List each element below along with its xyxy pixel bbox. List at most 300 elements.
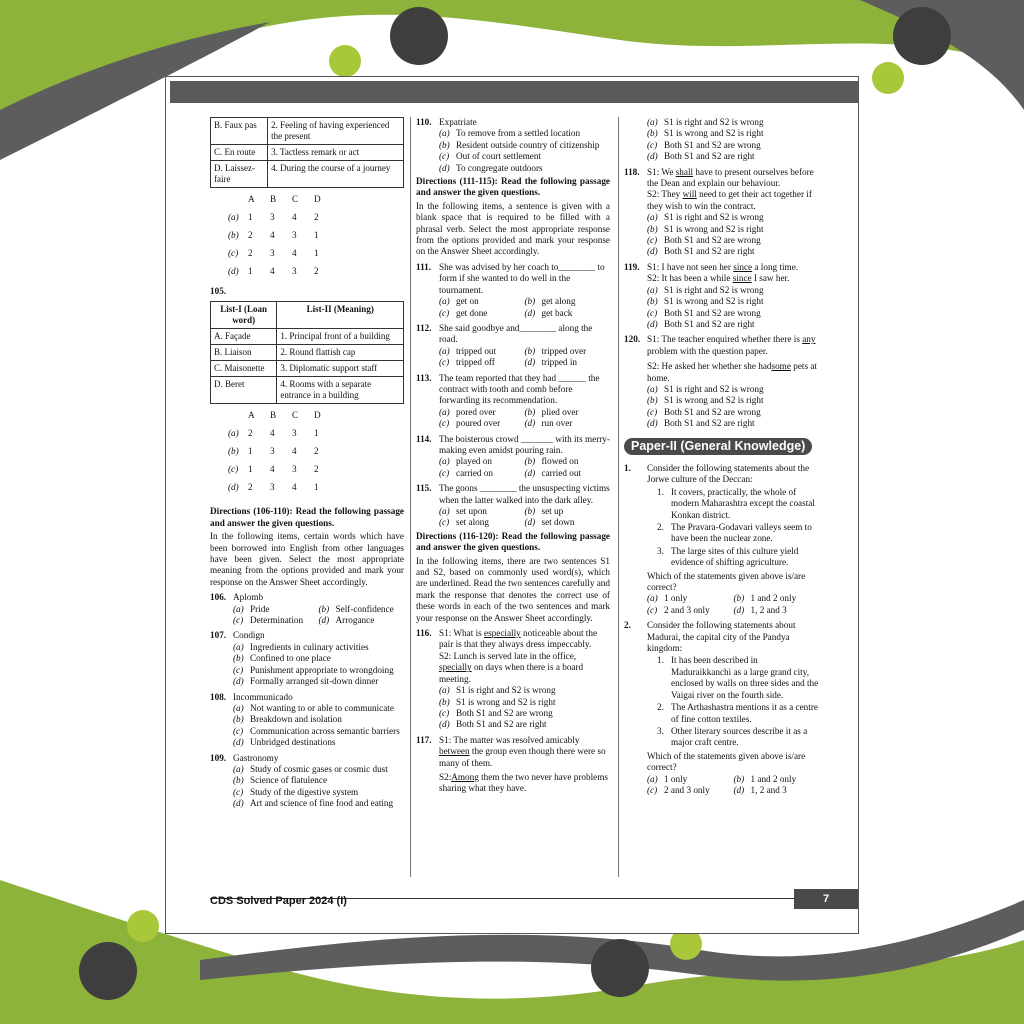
option-label: (b) — [439, 139, 450, 150]
option-label: (d) — [647, 318, 658, 329]
option-label: (c) — [647, 604, 658, 615]
code-value: 1 — [314, 230, 319, 240]
option-text: Art and science of fine food and eating — [250, 798, 394, 809]
code-value: 1 — [314, 428, 319, 439]
options — [416, 456, 610, 479]
option-text: Arrogance — [335, 615, 375, 626]
option-label: (c) — [647, 406, 658, 417]
table-cell: 2. Feeling of having experienced the present — [268, 118, 404, 145]
option-label: (d) — [647, 246, 658, 257]
question-text — [439, 628, 610, 685]
option-label: (c) — [233, 786, 244, 797]
code-value: 3 — [270, 446, 275, 457]
code-value: 2 — [314, 446, 319, 457]
option — [624, 117, 820, 128]
option — [416, 685, 610, 696]
question-number: 114. — [416, 433, 432, 444]
statement — [624, 546, 820, 569]
option-label: (a) — [439, 685, 450, 696]
option-label: (c) — [647, 307, 658, 318]
options — [416, 296, 610, 319]
option-text: 1 and 2 only — [750, 593, 797, 604]
code-value: 2 — [314, 212, 319, 222]
option-label: (c) — [439, 517, 450, 528]
option — [210, 775, 404, 786]
option-label: (c) — [439, 707, 450, 718]
option-label: (a) — [439, 128, 450, 139]
option — [210, 653, 404, 664]
option — [416, 697, 610, 708]
question-number: 109. — [210, 752, 227, 763]
statement-number: 2. — [657, 522, 664, 532]
statement — [624, 487, 820, 521]
option — [210, 726, 404, 737]
option-label: (a) — [647, 383, 658, 394]
option-text: Both S1 and S2 are wrong — [664, 235, 761, 246]
statement-text: It has been described in Maduraikkanchi as a large grand city, enclosed by walls on three sides and the Vaigai river on the fourth side. — [671, 655, 819, 700]
option-text: 1 only — [664, 593, 688, 604]
statement-text: The Arthashastra mentions it as a centre of fine cotton textiles. — [671, 702, 818, 724]
statement — [624, 702, 820, 725]
option-label: (c) — [228, 464, 239, 475]
code-value: 4 — [270, 230, 275, 240]
sentence-part: S2: Lunch is served late in the office, — [439, 650, 577, 661]
table-cell: D. Beret — [211, 377, 277, 404]
sentence-part: S1: We — [647, 166, 676, 177]
option-label: (a) — [647, 593, 658, 604]
question-text: Condign — [233, 630, 265, 641]
code-value: 4 — [270, 428, 275, 439]
statement-number: 3. — [657, 545, 664, 556]
directions-heading: Directions (116-120): Read the following passage and answer the given questions. — [416, 530, 610, 553]
code-head: D — [314, 410, 321, 421]
option-label: (a) — [647, 117, 658, 127]
option — [624, 285, 820, 296]
option — [624, 296, 820, 307]
option-text: To remove from a settled location — [456, 128, 581, 139]
question-prompt: Which of the statements given above is/are correct? — [647, 750, 806, 773]
table-cell: 1. Principal front of a building — [277, 329, 404, 345]
options — [624, 593, 820, 616]
option-label: (a) — [647, 773, 658, 784]
question-number: 106. — [210, 592, 227, 603]
option-label: (a) — [439, 296, 450, 307]
option-text: S1 is wrong and S2 is right — [664, 223, 764, 234]
option-text: get back — [541, 307, 573, 318]
option-label: (b) — [647, 395, 658, 406]
code-value: 3 — [292, 464, 297, 475]
code-value: 1 — [248, 266, 253, 276]
option-label: (c) — [647, 784, 658, 795]
option — [416, 128, 610, 139]
question-number: 108. — [210, 691, 227, 702]
table-cell: 3. Tactless remark or act — [268, 145, 404, 161]
option-text: S1 is right and S2 is wrong — [664, 117, 764, 127]
option-label: (d) — [647, 418, 658, 429]
table-cell: B. Liaison — [211, 345, 277, 361]
directions-heading: Directions (106-110): Read the following passage and answer the given questions. — [210, 506, 404, 528]
option-label: (b) — [733, 773, 745, 784]
option-label: (d) — [439, 162, 450, 173]
page-number: 7 — [794, 889, 858, 909]
option-text: S1 is wrong and S2 is right — [456, 696, 556, 707]
question-text: Consider the following statements about the Jorwe culture of the Deccan: — [647, 462, 810, 485]
sentence-part: need to get their act together if they wish to win the contract. — [647, 189, 812, 211]
question-text — [647, 262, 820, 285]
option — [210, 676, 404, 687]
option-label: (a) — [439, 506, 450, 516]
underlined-word: Among — [451, 771, 479, 782]
option-text: Formally arranged sit-down dinner — [250, 676, 379, 687]
option-label: (a) — [233, 603, 244, 614]
option-text: S1 is right and S2 is wrong — [664, 383, 764, 394]
question — [624, 262, 820, 285]
question-text — [647, 334, 820, 384]
question-text: The goons ________ the unsuspecting victims when the latter walked into the dark alley. — [439, 483, 610, 505]
option-label: (b) — [233, 775, 244, 786]
option-text: carried on — [456, 467, 493, 478]
option-label: (b) — [524, 406, 536, 417]
table-cell: 3. Diplomatic support staff — [277, 361, 404, 377]
code-value: 4 — [292, 212, 297, 222]
question — [210, 753, 404, 764]
code-value: 4 — [270, 464, 275, 475]
option-text: set up — [541, 506, 564, 516]
question-number: 113. — [416, 372, 432, 383]
option-text: Unbridged destinations — [250, 737, 336, 748]
answer-code-grid — [228, 410, 404, 500]
statement-text: It covers, practically, the whole of modern Maharashtra except the coastal Konkan district. — [671, 486, 815, 520]
question — [416, 262, 610, 296]
option-text: S1 is right and S2 is wrong — [664, 212, 764, 223]
option-label: (d) — [733, 784, 745, 795]
code-value: 3 — [270, 212, 275, 222]
option-label: (a) — [439, 406, 450, 417]
option-label: (d) — [733, 604, 745, 615]
option-text: 1, 2 and 3 — [750, 784, 787, 795]
option — [210, 642, 404, 653]
column-3 — [624, 117, 820, 796]
question-number: 107. — [210, 630, 227, 641]
question-text — [439, 735, 610, 795]
option-text: carried out — [541, 467, 582, 478]
option-text: get on — [456, 296, 479, 307]
option-label: (c) — [233, 664, 244, 675]
question-text — [647, 167, 820, 213]
sentence-part: have to present ourselves before the Dean and explain our behaviour. — [647, 166, 814, 189]
option-text: Both S1 and S2 are wrong — [664, 307, 761, 318]
table-cell: B. Faux pas — [211, 118, 268, 145]
option — [624, 128, 820, 139]
option-label: (b) — [318, 603, 330, 614]
option-label: (d) — [524, 418, 536, 429]
option-text: Both S1 and S2 are right — [664, 318, 755, 329]
option-text: set down — [541, 517, 575, 528]
option-text: Determination — [250, 615, 304, 626]
sentence-part: S1: The teacher enquired whether there is — [647, 334, 803, 345]
code-value: 1 — [314, 482, 319, 493]
match-table-104 — [210, 117, 404, 188]
option-label: (d) — [233, 798, 244, 809]
question-text: Gastronomy — [233, 752, 279, 763]
option — [416, 151, 610, 162]
sentence-part: S2: It has been a while — [647, 273, 733, 284]
question-prompt: Which of the statements given above is/are correct? — [647, 570, 806, 593]
option-text: Science of flatulence — [250, 775, 328, 786]
option-label: (d) — [233, 676, 244, 687]
question-number: 110. — [416, 117, 432, 127]
option-label: (c) — [233, 725, 244, 736]
underlined-word: specially — [439, 662, 472, 673]
sentence-part: the group even though there were so many of them. — [439, 746, 606, 768]
question — [624, 334, 820, 384]
option-text: 1 only — [664, 773, 688, 784]
option-label: (a) — [228, 212, 239, 222]
code-value: 4 — [292, 248, 297, 258]
code-head: B — [270, 410, 277, 421]
option — [624, 246, 820, 257]
option — [624, 212, 820, 223]
table-cell: C. Maisonette — [211, 361, 277, 377]
question — [416, 483, 610, 506]
option-text: Both S1 and S2 are right — [664, 151, 755, 162]
option-text: Pride — [250, 603, 270, 614]
option-text: 1, 2 and 3 — [750, 604, 787, 615]
statement-number: 1. — [657, 655, 664, 666]
question-number: 112. — [416, 322, 432, 333]
sentence-part: pets at home. — [647, 361, 817, 383]
option-text: plied over — [541, 406, 579, 417]
option — [210, 665, 404, 676]
option-label: (d) — [228, 266, 239, 276]
question-number: 1. — [624, 462, 631, 473]
column-divider — [618, 117, 619, 877]
option-label: (a) — [439, 456, 450, 467]
question — [416, 434, 610, 457]
question — [624, 620, 820, 654]
sentence-part: S2: They — [647, 189, 683, 200]
option-text: Punishment appropriate to wrongdoing — [250, 664, 394, 675]
option — [416, 708, 610, 719]
option-label: (a) — [228, 428, 239, 439]
option — [624, 308, 820, 319]
option-label: (c) — [439, 467, 450, 478]
section-heading: Paper-II (General Knowledge) — [624, 438, 812, 455]
option-text: set along — [456, 517, 489, 528]
table-header: List-I (Loan word) — [211, 302, 277, 329]
option-label: (b) — [524, 296, 536, 307]
code-value: 2 — [248, 230, 253, 240]
option-text: 2 and 3 only — [664, 784, 710, 795]
directions-text: In the following items, a sentence is given with a blank space that is required to be filled with a phrasal verb. Select the most appropriate response from the options provided and mark your response on the Answer Sheet accordingly. — [416, 200, 610, 257]
statement — [624, 655, 820, 701]
option-label: (b) — [233, 653, 244, 664]
table-header: List-II (Meaning) — [277, 302, 404, 329]
option-label: (c) — [439, 357, 450, 368]
code-value: 3 — [292, 266, 297, 276]
match-table-105 — [210, 301, 404, 404]
option-label: (b) — [228, 230, 239, 240]
option-label: (a) — [233, 702, 244, 713]
table-cell: A. Façade — [211, 329, 277, 345]
code-value: 2 — [314, 464, 319, 475]
option — [416, 140, 610, 151]
option — [624, 407, 820, 418]
option-label: (d) — [647, 151, 658, 162]
question-number: 117. — [416, 734, 432, 745]
option-label: (a) — [439, 345, 450, 356]
statement — [624, 522, 820, 545]
option-text: flowed on — [541, 456, 579, 467]
option-text: set upon — [456, 506, 487, 516]
directions-heading: Directions (111-115): Read the following passage and answer the given questions. — [416, 176, 610, 198]
option-label: (d) — [318, 615, 330, 626]
question — [210, 692, 404, 703]
table-cell: 2. Round flattish cap — [277, 345, 404, 361]
question-text: Aplomb — [233, 592, 264, 603]
question — [416, 323, 610, 346]
underlined-word: some — [771, 361, 791, 372]
option-text: S1 is right and S2 is wrong — [456, 685, 556, 696]
options — [624, 774, 820, 797]
question-number: 2. — [624, 620, 631, 631]
option-text: S1 is wrong and S2 is right — [664, 296, 764, 307]
option-text: S1 is wrong and S2 is right — [664, 395, 764, 406]
column-divider — [410, 117, 411, 877]
code-value: 4 — [292, 482, 297, 493]
option — [210, 737, 404, 748]
option-text: Confined to one place — [250, 653, 331, 664]
option-label: (a) — [647, 284, 658, 295]
sentence-part: I saw her. — [751, 273, 790, 284]
option — [210, 703, 404, 714]
option — [624, 319, 820, 330]
code-value: 3 — [292, 428, 297, 439]
question — [416, 735, 610, 795]
option-text: Study of cosmic gases or cosmic dust — [250, 763, 388, 774]
option — [416, 163, 610, 174]
sentence-part: noticeable about the pair is that they always dress impeccably. — [439, 628, 598, 650]
option-text: Out of court settlement — [456, 151, 541, 162]
code-head: D — [314, 194, 321, 204]
code-value: 4 — [270, 266, 275, 276]
option-label: (b) — [228, 446, 239, 457]
option — [624, 418, 820, 429]
option-text: 1 and 2 only — [750, 773, 797, 784]
document-page — [165, 76, 859, 934]
option-label: (d) — [228, 482, 239, 493]
code-head: C — [292, 194, 299, 204]
option-text: 2 and 3 only — [664, 604, 710, 615]
sentence-part: on days when there is a board meeting. — [439, 662, 584, 684]
options — [416, 346, 610, 369]
option-text: get done — [456, 307, 488, 318]
option-label: (c) — [647, 235, 658, 246]
option — [624, 140, 820, 151]
underlined-word: especially — [484, 628, 521, 639]
option-text: Communication across semantic barriers — [250, 725, 400, 736]
option-label: (b) — [733, 593, 745, 604]
option-label: (c) — [228, 248, 239, 258]
question-number: 116. — [416, 628, 432, 639]
option — [624, 384, 820, 395]
statement-number: 3. — [657, 725, 664, 736]
answer-code-grid — [228, 194, 404, 284]
option-text: tripped out — [456, 345, 497, 356]
underlined-word: will — [682, 189, 697, 200]
question-text: She said goodbye and________ along the road. — [439, 322, 593, 345]
option-text: Both S1 and S2 are right — [664, 418, 755, 429]
option-text: Self-confidence — [335, 603, 394, 614]
question-number: 119. — [624, 261, 640, 272]
option-text: get along — [541, 296, 576, 307]
sentence-part: a long time. — [752, 261, 799, 272]
question-text: Incommunicado — [233, 691, 293, 702]
code-value: 2 — [248, 248, 253, 258]
option-label: (a) — [647, 212, 658, 223]
directions-text: In the following items, certain words which have been borrowed into English from other languages have been given. Select the most appropriate meaning from the options provided and mark your response on the Answer Sheet accordingly. — [210, 531, 404, 587]
question-number: 105. — [210, 286, 227, 296]
table-cell: 4. During the course of a journey — [268, 161, 404, 188]
column-2 — [416, 117, 610, 795]
option-text: Both S1 and S2 are wrong — [664, 139, 761, 150]
question — [416, 373, 610, 407]
question — [416, 628, 610, 685]
option-text: Study of the digestive system — [250, 786, 359, 797]
code-value: 1 — [248, 446, 253, 457]
code-value: 1 — [248, 212, 253, 222]
sentence-part: S1: The matter was resolved amicably — [439, 734, 580, 745]
sentence-part: S2: — [439, 771, 452, 782]
sentence-part: them the two never have problems sharing what they have. — [439, 771, 608, 794]
options — [416, 407, 610, 430]
option-label: (b) — [647, 128, 658, 139]
option-text: Resident outside country of citizenship — [456, 139, 600, 150]
option — [624, 395, 820, 406]
question — [210, 592, 404, 603]
question-number: 120. — [624, 334, 641, 345]
option-label: (d) — [524, 307, 536, 318]
underlined-word: shall — [675, 166, 694, 177]
options — [416, 506, 610, 529]
option-text: Both S1 and S2 are wrong — [664, 406, 761, 417]
option-label: (d) — [233, 737, 244, 748]
code-head: A — [248, 410, 255, 421]
option-label: (d) — [439, 719, 450, 730]
option — [210, 764, 404, 775]
statement-text: The Pravara-Godavari valleys seem to have been the nuclear zone. — [671, 522, 812, 544]
question-text: The boisterous crowd _______ with its merry-making even amidst pouring rain. — [439, 433, 610, 455]
option-label: (b) — [524, 506, 536, 516]
question-number: 115. — [416, 483, 432, 494]
sentence-part: S2: He asked her whether she had — [647, 361, 772, 372]
option-text: pored over — [456, 406, 496, 417]
option-label: (b) — [524, 345, 536, 356]
code-value: 3 — [270, 482, 275, 493]
underlined-word: since — [733, 261, 753, 272]
option-label: (d) — [524, 467, 536, 478]
option-text: tripped over — [541, 345, 587, 356]
option-label: (a) — [233, 763, 244, 774]
option-text: Both S1 and S2 are right — [456, 719, 547, 730]
option — [210, 714, 404, 725]
option — [624, 224, 820, 235]
code-value: 1 — [248, 464, 253, 475]
page-header-bar — [170, 81, 858, 103]
statement-text: The large sites of this culture yield evidence of shifting agriculture. — [671, 545, 799, 568]
option-label: (b) — [647, 223, 658, 234]
option-label: (b) — [524, 456, 536, 467]
